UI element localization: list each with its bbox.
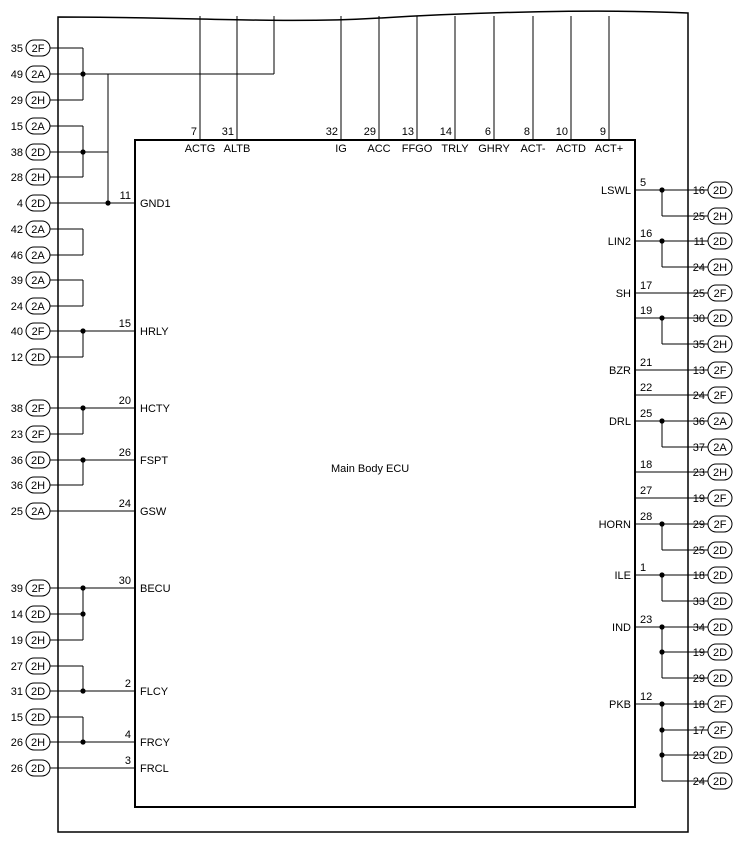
connector-terminal — [11, 477, 50, 493]
right-pin-number: 22 — [640, 382, 653, 394]
terminal-number: 49 — [10, 69, 23, 81]
connector-id: 2D — [712, 673, 728, 685]
terminal-number: 40 — [10, 326, 23, 338]
terminal-number: 24 — [692, 776, 705, 788]
connector-id: 2D — [30, 686, 46, 698]
junction-dot — [659, 238, 664, 243]
connector-terminal — [11, 298, 50, 314]
junction-dot — [659, 521, 664, 526]
connector-terminal — [11, 169, 50, 185]
junction-dot — [80, 585, 85, 590]
top-pin-number: 6 — [484, 126, 491, 138]
left-pin-number: 3 — [124, 755, 131, 767]
terminal-number: 13 — [692, 365, 705, 377]
junction-dot — [659, 727, 664, 732]
connector-id: 2H — [30, 661, 46, 673]
top-pin-number: 7 — [190, 126, 197, 138]
terminal-number: 39 — [10, 583, 23, 595]
connector-id: 2F — [31, 403, 45, 415]
right-pin-number: 5 — [640, 177, 647, 189]
connector-id: 2F — [31, 326, 45, 338]
terminal-number: 27 — [10, 661, 23, 673]
top-pin-name: ACTG — [184, 143, 216, 155]
top-pin-name: ACT- — [520, 143, 546, 155]
terminal-number: 12 — [10, 352, 23, 364]
terminal-number: 19 — [10, 635, 23, 647]
terminal-number: 36 — [692, 416, 705, 428]
connector-id: 2H — [712, 211, 728, 223]
connector-id: 2D — [30, 147, 46, 159]
terminal-number: 29 — [692, 673, 705, 685]
left-pin-number: 4 — [124, 729, 131, 741]
left-pin-name: FRCY — [140, 737, 170, 749]
junction-dot — [659, 624, 664, 629]
connector-terminal — [11, 247, 50, 263]
top-pin-name: ACC — [367, 143, 391, 155]
terminal-number: 26 — [10, 737, 23, 749]
right-pin-name: DRL — [608, 416, 631, 428]
junction-dot — [659, 187, 664, 192]
terminal-number: 15 — [10, 121, 23, 133]
top-pin-number: 13 — [401, 126, 414, 138]
terminal-number: 18 — [692, 699, 705, 711]
connector-id: 2D — [30, 712, 46, 724]
connector-terminal — [11, 760, 50, 776]
terminal-number: 35 — [10, 43, 23, 55]
connector-id: 2F — [713, 288, 727, 300]
right-pin-number: 27 — [640, 485, 653, 497]
connector-id: 2D — [30, 198, 46, 210]
connector-terminal — [11, 66, 50, 82]
connector-id: 2D — [712, 776, 728, 788]
connector-id: 2F — [31, 583, 45, 595]
terminal-number: 24 — [692, 390, 705, 402]
connector-id: 2D — [712, 622, 728, 634]
left-pin-name: GND1 — [140, 198, 171, 210]
connector-terminal — [11, 221, 50, 237]
junction-dot — [80, 611, 85, 616]
junction-dot — [659, 752, 664, 757]
right-pin-number: 23 — [640, 614, 653, 626]
top-pin-number: 31 — [221, 126, 234, 138]
right-pin-name: SH — [615, 288, 631, 300]
left-pin-name: HCTY — [140, 403, 170, 415]
junction-dot — [80, 405, 85, 410]
connector-id: 2D — [30, 609, 46, 621]
connector-id: 2D — [712, 750, 728, 762]
connector-id: 2D — [30, 763, 46, 775]
connector-id: 2D — [712, 647, 728, 659]
connector-terminal — [11, 683, 50, 699]
top-pin-number: 14 — [439, 126, 452, 138]
terminal-number: 38 — [10, 147, 23, 159]
right-pin-number: 12 — [640, 691, 653, 703]
connector-id: 2F — [713, 519, 727, 531]
right-pin-number: 16 — [640, 228, 653, 240]
junction-dot — [80, 457, 85, 462]
connector-id: 2D — [712, 185, 728, 197]
connector-id: 2H — [30, 172, 46, 184]
right-pin-name: HORN — [598, 519, 631, 531]
top-pin-number: 9 — [599, 126, 606, 138]
connector-terminal — [11, 426, 50, 442]
connector-id: 2A — [31, 275, 45, 287]
connector-terminal — [11, 40, 50, 56]
connector-id: 2F — [713, 390, 727, 402]
right-pin-name: ILE — [614, 570, 631, 582]
left-pin-name: FSPT — [140, 455, 169, 467]
connector-id: 2F — [713, 699, 727, 711]
connector-id: 2D — [712, 236, 728, 248]
left-pin-name: FLCY — [140, 686, 169, 698]
terminal-number: 38 — [10, 403, 23, 415]
junction-dot — [659, 701, 664, 706]
connector-id: 2A — [31, 121, 45, 133]
connector-terminal — [11, 734, 50, 750]
connector-id: 2D — [30, 352, 46, 364]
connector-terminal — [11, 503, 50, 519]
left-pin-number: 26 — [118, 447, 131, 459]
terminal-number: 42 — [10, 224, 23, 236]
terminal-number: 31 — [10, 686, 23, 698]
connector-id: 2F — [31, 429, 45, 441]
connector-id: 2A — [31, 301, 45, 313]
left-pin-number: 15 — [118, 318, 131, 330]
terminal-number: 23 — [692, 750, 705, 762]
right-pin-number: 18 — [640, 459, 653, 471]
junction-dot — [80, 739, 85, 744]
terminal-number: 17 — [692, 725, 705, 737]
connector-terminal — [11, 349, 50, 365]
terminal-number: 25 — [692, 545, 705, 557]
connector-terminal — [11, 632, 50, 648]
terminal-number: 29 — [10, 95, 23, 107]
connector-id: 2A — [31, 506, 45, 518]
right-pin-number: 17 — [640, 280, 653, 292]
left-pin-number: 2 — [124, 678, 131, 690]
ecu-label: Main Body ECU — [331, 463, 410, 475]
top-pin-name: GHRY — [478, 143, 510, 155]
terminal-number: 28 — [10, 172, 23, 184]
connector-id: 2H — [30, 737, 46, 749]
connector-id: 2A — [713, 416, 727, 428]
right-pin-number: 1 — [640, 562, 647, 574]
terminal-number: 24 — [692, 262, 705, 274]
connector-id: 2D — [712, 313, 728, 325]
junction-dot — [80, 688, 85, 693]
left-connector-group — [11, 40, 50, 776]
terminal-number: 36 — [10, 455, 23, 467]
terminal-number: 19 — [692, 493, 705, 505]
connector-terminal — [11, 606, 50, 622]
connector-id: 2F — [31, 43, 45, 55]
connector-id: 2A — [713, 442, 727, 454]
connector-id: 2D — [712, 570, 728, 582]
connector-id: 2F — [713, 725, 727, 737]
terminal-number: 34 — [692, 622, 705, 634]
top-pin-name: ACT+ — [594, 143, 624, 155]
terminal-number: 37 — [692, 442, 705, 454]
left-pin-name: GSW — [140, 506, 167, 518]
connector-terminal — [11, 323, 50, 339]
terminal-number: 25 — [10, 506, 23, 518]
left-pin-number: 11 — [119, 190, 131, 202]
junction-dot — [659, 649, 664, 654]
terminal-number: 19 — [692, 647, 705, 659]
terminal-number: 16 — [692, 185, 705, 197]
junction-dot — [659, 315, 664, 320]
terminal-number: 23 — [692, 467, 705, 479]
terminal-number: 36 — [10, 480, 23, 492]
connector-terminal — [11, 272, 50, 288]
terminal-number: 24 — [10, 301, 23, 313]
right-pin-number: 21 — [640, 357, 653, 369]
terminal-number: 18 — [692, 570, 705, 582]
top-pin-number: 32 — [325, 126, 338, 138]
terminal-number: 11 — [693, 236, 705, 248]
terminal-number: 25 — [692, 288, 705, 300]
connector-id: 2H — [712, 467, 728, 479]
right-connector-group — [693, 182, 732, 789]
connector-terminal — [11, 118, 50, 134]
junction-dot — [105, 200, 110, 205]
left-pin-name: BECU — [140, 583, 171, 595]
connector-terminal — [11, 658, 50, 674]
top-pin-number: 10 — [555, 126, 568, 138]
top-pin-name: IG — [335, 143, 347, 155]
terminal-number: 30 — [692, 313, 705, 325]
terminal-number: 15 — [10, 712, 23, 724]
connector-terminal — [11, 144, 50, 160]
left-pin-number: 30 — [118, 575, 131, 587]
junction-dot — [659, 572, 664, 577]
right-pin-number: 25 — [640, 408, 653, 420]
top-pin-name: TRLY — [441, 143, 469, 155]
junction-dot — [659, 418, 664, 423]
right-pin-number: 28 — [640, 511, 653, 523]
connector-id: 2H — [712, 262, 728, 274]
connector-terminal — [11, 709, 50, 725]
terminal-number: 23 — [10, 429, 23, 441]
junction-dot — [80, 328, 85, 333]
connector-terminal — [11, 92, 50, 108]
connector-id: 2F — [713, 493, 727, 505]
connector-id: 2H — [30, 635, 46, 647]
top-pin-name: FFGO — [401, 143, 433, 155]
right-pin-name: LSWL — [601, 185, 631, 197]
connector-id: 2A — [31, 69, 45, 81]
left-pin-name: HRLY — [140, 326, 169, 338]
connector-id: 2H — [30, 480, 46, 492]
terminal-number: 29 — [692, 519, 705, 531]
terminal-number: 46 — [10, 250, 23, 262]
left-pin-number: 24 — [118, 498, 131, 510]
connector-id: 2H — [712, 339, 728, 351]
right-pin-name: LIN2 — [607, 236, 631, 248]
top-pin-number: 29 — [363, 126, 376, 138]
connector-terminal — [11, 580, 50, 596]
top-pin-name: ALTB — [223, 143, 251, 155]
terminal-number: 25 — [692, 211, 705, 223]
terminal-number: 35 — [692, 339, 705, 351]
terminal-number: 33 — [692, 596, 705, 608]
terminal-number: 14 — [10, 609, 23, 621]
right-pin-name: IND — [612, 622, 631, 634]
connector-terminal — [11, 452, 50, 468]
terminal-number: 4 — [16, 198, 23, 210]
top-pin-name: ACTD — [556, 143, 586, 155]
top-pin-number: 8 — [523, 126, 530, 138]
connector-id: 2A — [31, 224, 45, 236]
connector-terminal — [17, 195, 50, 211]
terminal-number: 39 — [10, 275, 23, 287]
right-pin-number: 19 — [640, 305, 653, 317]
connector-id: 2D — [712, 596, 728, 608]
connector-id: 2H — [30, 95, 46, 107]
right-pin-name: BZR — [609, 365, 631, 377]
connector-id: 2F — [713, 365, 727, 377]
right-pin-name: PKB — [608, 699, 631, 711]
connector-id: 2D — [30, 455, 46, 467]
connector-id: 2D — [712, 545, 728, 557]
terminal-number: 26 — [10, 763, 23, 775]
connector-id: 2A — [31, 250, 45, 262]
connector-terminal — [11, 400, 50, 416]
left-pin-number: 20 — [118, 395, 131, 407]
left-pin-name: FRCL — [140, 763, 169, 775]
